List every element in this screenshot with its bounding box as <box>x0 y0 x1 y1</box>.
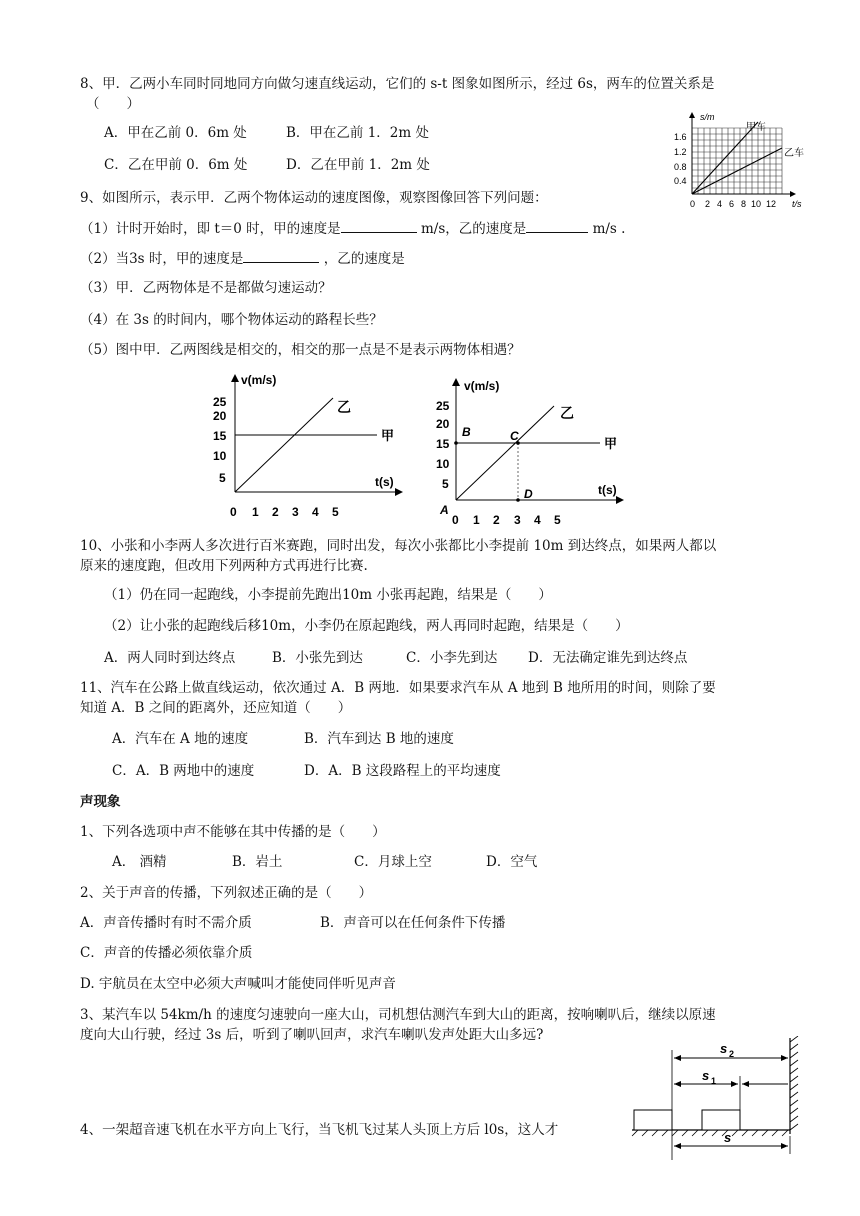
q9g1-xtick: 5 <box>332 505 339 519</box>
q9g2-xtick: 5 <box>554 513 561 527</box>
q9g1-line-yi <box>235 398 333 492</box>
q9g1-xtick: 4 <box>312 505 319 519</box>
q8-y-arrow <box>689 112 695 118</box>
q9-part2 <box>80 248 405 269</box>
q9-p2b: ，乙的速度是 <box>323 251 405 267</box>
q11-line1: 11、汽车在公路上做直线运动，依次通过 A．B 两地．如果要求汽车从 A 地到 B 地所用的时间，则除了要 <box>80 680 716 696</box>
q11-line2: 知道 A．B 之间的距离外，还应知道（ ） <box>80 700 352 716</box>
q8-label-jia: 甲车 <box>746 122 766 133</box>
s3-line2: 度向大山行驶，经过 3s 后，听到了喇叭回声，求汽车喇叭发声处距大山多远? <box>80 1027 544 1043</box>
q9g2-label-d: D <box>524 487 533 501</box>
q9g2-y-arrow <box>452 378 460 386</box>
q9g2-point-d <box>516 498 520 502</box>
q8-option-b: B．甲在乙前 1．2m 处 <box>286 125 429 141</box>
q8-text: 8、甲．乙两小车同时同地同方向做匀速直线运动，它们的 s-t 图象如图所示，经过 6s，两车的位置关系是 <box>80 76 715 92</box>
q8-x-arrow <box>790 191 796 197</box>
label-s: s <box>724 1130 732 1145</box>
q9-part4: （4）在 3s 的时间内，哪个物体运动的路程长些？ <box>80 312 383 328</box>
q9g1-label-yi: 乙 <box>337 399 351 415</box>
q8-paren: （ ） <box>86 96 140 112</box>
q9-part1 <box>80 218 625 239</box>
q9g1-xlabel: t(s) <box>375 475 394 489</box>
label-s2-sub: 2 <box>729 1049 735 1059</box>
q8-xtick: 0 <box>690 199 696 209</box>
s1-option-b: B．岩土 <box>232 854 283 870</box>
q8-ytick: 1.2 <box>674 147 687 157</box>
q9g2-line-yi <box>456 406 554 500</box>
q9g2-ytick: 15 <box>436 437 450 451</box>
q8-xtick: 8 <box>741 199 747 209</box>
q9-p1c: m/s . <box>592 221 626 237</box>
s2-option-d: D. 宇航员在太空中必须大声喊叫才能使同伴听见声音 <box>80 976 396 992</box>
q9g1-ytick: 25 <box>213 395 227 409</box>
q9g2-ytick: 10 <box>436 457 450 471</box>
s2-option-a: A．声音传播时有时不需介质 <box>80 915 252 931</box>
q9g2-ylabel: v(m/s) <box>464 379 500 393</box>
q9g2-xtick: 3 <box>514 513 521 527</box>
q9-vt-graph-1 <box>205 368 410 523</box>
q8-ytick: 0.4 <box>674 176 687 186</box>
q8-option-d: D．乙在甲前 1．2m 处 <box>286 157 430 173</box>
label-s2: s <box>720 1041 728 1056</box>
q9g2-label-jia: 甲 <box>604 436 618 451</box>
q9g2-xtick: 0 <box>452 513 459 527</box>
s2-option-b: B．声音可以在任何条件下传播 <box>320 915 506 931</box>
section-heading: 声现象 <box>80 794 121 810</box>
q11-option-c: C．A．B 两地中的速度 <box>112 763 255 779</box>
q9g2-x-arrow <box>616 496 624 504</box>
q9-blank-jia-speed[interactable] <box>341 218 417 233</box>
q9g2-label-b: B <box>462 425 471 439</box>
q9-vt-graph-2 <box>432 368 642 528</box>
q9g1-ytick: 10 <box>213 449 227 463</box>
q11-option-d: D．A．B 这段路程上的平均速度 <box>304 763 501 779</box>
q9g2-label-yi: 乙 <box>560 405 574 421</box>
q9g2-xlabel: t(s) <box>598 483 617 497</box>
q9g2-xtick: 1 <box>473 513 480 527</box>
q9-p1a: （1）计时开始时，即 t＝0 时，甲的速度是 <box>80 221 341 237</box>
q8-xtick: 4 <box>717 199 723 209</box>
q10-line1: 10、小张和小李两人多次进行百米赛跑，同时出发，每次小张都比小李提前 10m 到达终点，如果两人都以 <box>80 538 717 554</box>
q9-blank-jia-3s[interactable] <box>243 248 319 263</box>
s3-line1: 3、某汽车以 54km/h 的速度匀速驶向一座大山，司机想估测汽车到大山的距离，按响喇叭后，继续以原速 <box>80 1007 716 1023</box>
q9g1-ytick: 5 <box>219 471 226 485</box>
q9g1-ytick: 15 <box>213 429 227 443</box>
q9g2-label-c: C <box>510 429 519 443</box>
s1-option-a: A． 酒精 <box>112 854 167 870</box>
q10-option-d: D．无法确定谁先到达终点 <box>528 650 688 666</box>
label-s1-sub: 1 <box>711 1076 717 1086</box>
q9g2-point-b <box>454 441 458 445</box>
q9-text: 9、如图所示，表示甲．乙两个物体运动的速度图像，观察图像回答下列问题： <box>80 190 548 206</box>
car-start <box>634 1110 672 1130</box>
q8-label-yi: 乙车 <box>784 148 804 159</box>
q8-xtick: 2 <box>705 199 711 209</box>
q9g1-ylabel: v(m/s) <box>241 373 277 387</box>
q9g1-x-arrow <box>395 488 403 496</box>
s1-text: 1、下列各选项中声不能够在其中传播的是（ ） <box>80 824 386 840</box>
q8-xlabel: t/s <box>792 199 802 209</box>
q9-part5: （5）图中甲．乙两图线是相交的，相交的那一点是不是表示两物体相遇？ <box>80 342 521 358</box>
q8-ytick: 0.8 <box>674 162 687 172</box>
label-s1: s <box>702 1068 710 1083</box>
q10-sub2: （2）让小张的起跑线后移10m，小李仍在原起跑线，两人再同时起跑，结果是（ ） <box>104 618 629 634</box>
q11-option-b: B．汽车到达 B 地的速度 <box>304 731 454 747</box>
q8-ylabel: s/m <box>700 112 715 122</box>
s1-option-d: D．空气 <box>486 854 538 870</box>
q9g1-xtick: 1 <box>252 505 259 519</box>
q9g2-xtick: 2 <box>493 513 500 527</box>
q8-option-a: A．甲在乙前 0．6m 处 <box>104 125 247 141</box>
q9-blank-yi-speed[interactable] <box>526 218 588 233</box>
q11-option-a: A．汽车在 A 地的速度 <box>112 731 249 747</box>
wall-hatch <box>790 1036 798 1130</box>
q10-line2: 原来的速度跑，但改用下列两种方式再进行比赛. <box>80 558 368 574</box>
q9g1-ytick: 20 <box>213 409 227 423</box>
s2-option-c: C．声音的传播必须依靠介质 <box>80 945 253 961</box>
q8-ytick: 1.6 <box>674 132 687 142</box>
q8-grid <box>692 128 782 194</box>
q9g2-ytick: 20 <box>436 417 450 431</box>
q9g1-xtick: 0 <box>230 505 237 519</box>
q9g2-ytick: 5 <box>442 477 449 491</box>
q8-xtick: 6 <box>729 199 735 209</box>
echo-diagram <box>628 1036 800 1160</box>
q9-part3: （3）甲．乙两物体是不是都做匀速运动？ <box>80 280 332 296</box>
q8-xtick: 12 <box>766 199 777 209</box>
q8-line-yi <box>692 148 782 194</box>
ground-hatch <box>632 1130 788 1136</box>
q8-option-c: C．乙在甲前 0．6m 处 <box>104 157 248 173</box>
q9g1-y-arrow <box>231 374 239 382</box>
q9-p1b: m/s，乙的速度是 <box>420 221 527 237</box>
q9g2-xtick: 4 <box>534 513 541 527</box>
q9g2-label-a: A <box>440 503 449 517</box>
q9g1-xtick: 3 <box>292 505 299 519</box>
q9g1-xtick: 2 <box>272 505 279 519</box>
car-end <box>702 1110 740 1130</box>
q8-xtick: 10 <box>751 199 762 209</box>
q9-p2a: （2）当3s 时，甲的速度是 <box>80 251 244 267</box>
s4-text: 4、一架超音速飞机在水平方向上飞行，当飞机飞过某人头顶上方后 l0s，这人才 <box>80 1122 559 1138</box>
q9g2-ytick: 25 <box>436 399 450 413</box>
q10-option-b: B．小张先到达 <box>272 650 363 666</box>
q8-st-graph <box>672 108 822 212</box>
s2-text: 2、关于声音的传播，下列叙述正确的是（ ） <box>80 885 373 901</box>
q10-option-a: A．两人同时到达终点 <box>104 650 236 666</box>
s1-option-c: C．月球上空 <box>354 854 432 870</box>
q9g1-label-jia: 甲 <box>381 428 395 443</box>
q10-option-c: C．小李先到达 <box>406 650 498 666</box>
q10-sub1: （1）仍在同一起跑线，小李提前先跑出10m 小张再起跑，结果是（ ） <box>104 587 552 603</box>
